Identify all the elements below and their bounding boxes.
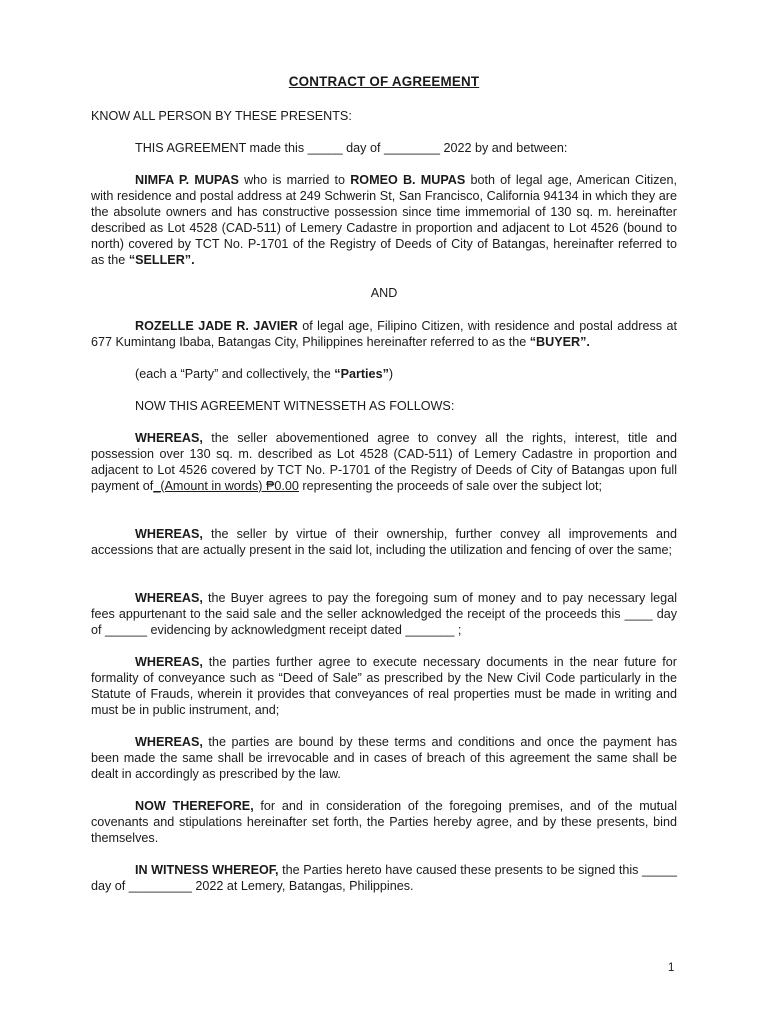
witnesseth-heading: NOW THIS AGREEMENT WITNESSETH AS FOLLOWS: — [135, 399, 455, 413]
in-witness-paragraph — [91, 862, 677, 894]
whereas-5-text: the parties are bound by these terms and conditions and once the payment has been made the same shall be irrevocable and in cases of breach of this agreement the same shall be dealt in accordingly as prescribed by the law. — [91, 735, 677, 781]
in-witness-keyword: IN WITNESS WHEREOF, — [135, 863, 279, 877]
whereas-paragraph-2 — [91, 526, 677, 558]
seller-paragraph — [91, 172, 677, 268]
whereas-keyword: WHEREAS, — [135, 735, 203, 749]
seller-label: “SELLER”. — [128, 253, 195, 267]
whereas-keyword: WHEREAS, — [135, 431, 203, 445]
agreement-made-line: THIS AGREEMENT made this _____ day of ________ 2022 by and between: — [135, 141, 568, 155]
parties-definition — [91, 366, 677, 382]
whereas-1-text: the seller abovementioned agree to convey all the rights, interest, title and possession over 130 sq. m. described as Lot 4528 (CAD-511) of Lemery Cadastre in proportion and adjacent to Lot 4526 covered by TCT No. P-1701 of the Registry of Deeds of City of Batangas upon full payment of — [91, 431, 677, 493]
whereas-keyword: WHEREAS, — [135, 655, 203, 669]
whereas-1-text-2: representing the proceeds of sale over the subject lot; — [298, 479, 603, 493]
parties-label: “Parties” — [334, 367, 389, 381]
now-therefore-paragraph — [91, 798, 677, 846]
page-number: 1 — [668, 962, 675, 974]
whereas-keyword: WHEREAS, — [135, 591, 203, 605]
know-all-line: KNOW ALL PERSON BY THESE PRESENTS: — [91, 109, 352, 123]
buyer-paragraph — [91, 318, 677, 350]
seller-name: NIMFA P. MUPAS — [135, 173, 239, 187]
now-therefore-keyword: NOW THEREFORE, — [135, 799, 254, 813]
whereas-paragraph-5 — [91, 734, 677, 782]
whereas-2-text: the seller by virtue of their ownership, further convey all improvements and accessions that are actually present in the said lot, including the utilization and fencing of over the same; — [91, 527, 677, 557]
parties-text-1: (each a “Party” and collectively, the — [135, 367, 335, 381]
seller-text-2: both of legal age, American Citizen, with residence and postal address at 249 Schwerin St, San Francisco, California 94134 in which they are the absolute owners and has constructive possession since time immemorial of 130 sq. m. hereinafter described as Lot 4528 (CAD-511) of Lemery Cadastre in proportion and adjacent to Lot 4526 (bound to north) covered by TCT No. P-1701 of the Registry of Deeds of City of Batangas, hereinafter referred to as the — [91, 173, 678, 267]
buyer-text: of legal age, Filipino Citizen, with residence and postal address at 677 Kumintang Ibaba, Batangas City, Philippines hereinafter referred to as the — [91, 319, 677, 349]
seller-spouse-name: ROMEO B. MUPAS — [350, 173, 466, 187]
buyer-name: ROZELLE JADE R. JAVIER — [135, 319, 298, 333]
amount-placeholder: _(Amount in words) ₱0.00 — [153, 479, 299, 493]
and-separator: AND — [370, 286, 398, 300]
in-witness-text: the Parties hereto have caused these presents to be signed this _____ day of _________ 2022 at Lemery, Batangas, Philippines. — [91, 863, 677, 893]
whereas-3-text: the Buyer agrees to pay the foregoing sum of money and to pay necessary legal fees appurtenant to the said sale and the seller acknowledged the receipt of the proceeds this ____ day of ______ evidencing by acknowledgment receipt dated _______ ; — [91, 591, 677, 637]
parties-text-2: ) — [388, 367, 394, 381]
now-therefore-text: for and in consideration of the foregoing premises, and of the mutual covenants and stipulations hereinafter set forth, the Parties hereby agree, and by these presents, bind themselves. — [91, 799, 677, 845]
buyer-label: “BUYER”. — [529, 335, 590, 349]
seller-text-1: who is married to — [238, 173, 351, 187]
whereas-paragraph-3 — [91, 590, 677, 638]
whereas-keyword: WHEREAS, — [135, 527, 203, 541]
whereas-paragraph-4 — [91, 654, 677, 718]
document-title: CONTRACT OF AGREEMENT — [288, 74, 480, 89]
whereas-4-text: the parties further agree to execute necessary documents in the near future for formality of conveyance such as “Deed of Sale” as prescribed by the New Civil Code particularly in the Statute of Frauds, wherein it provides that conveyances of real properties must be made in writing and must be in public instrument, and; — [91, 655, 677, 717]
whereas-paragraph-1 — [91, 430, 677, 494]
